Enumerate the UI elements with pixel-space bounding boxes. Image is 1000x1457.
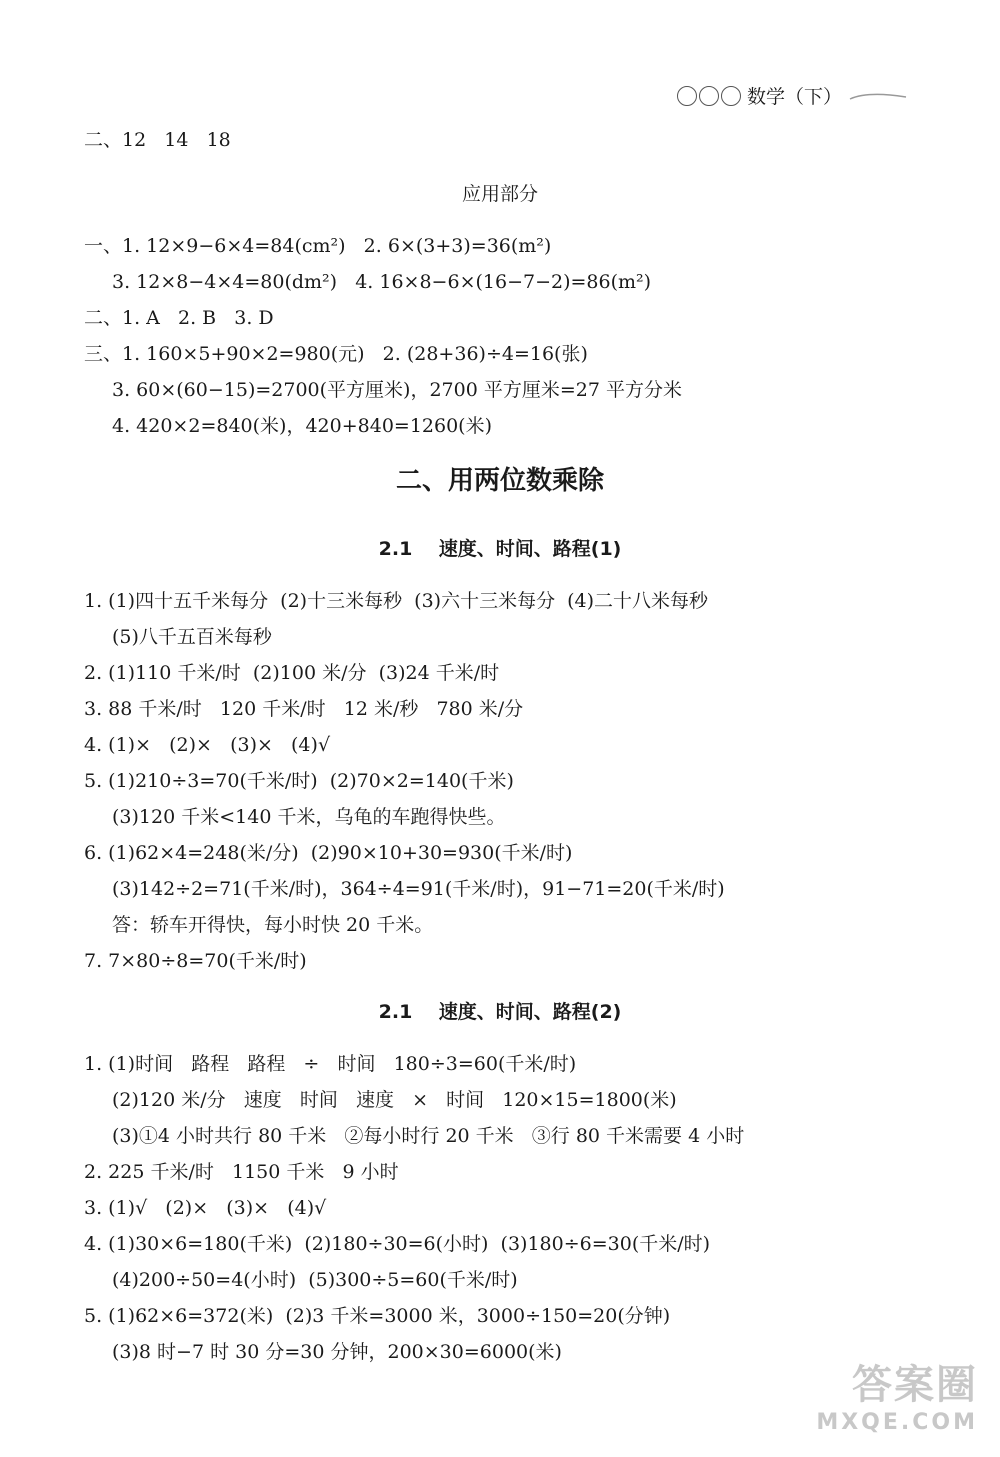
lesson2-line: 5. (1)62×6=372(米) (2)3 千米=3000 米，3000÷150=20(分钟) — [84, 1305, 671, 1327]
lesson2-line: (3)8 时−7 时 30 分=30 分钟，200×30=6000(米) — [112, 1341, 562, 1363]
chapter-title: 二、用两位数乘除 — [395, 466, 604, 496]
lesson1-line: 答：轿车开得快，每小时快 20 千米。 — [112, 914, 434, 936]
lesson1-line: 1. (1)四十五千米每分 (2)十三米每秒 (3)六十三米每分 (4)二十八米每秒 — [84, 590, 709, 612]
lesson1-line: 7. 7×80÷8=70(千米/时) — [84, 950, 307, 972]
applied-line: 二、1. A 2. B 3. D — [84, 307, 274, 329]
lesson-2-title: 2.1 速度、时间、路程(2) — [378, 1001, 622, 1023]
watermark-logo — [816, 1353, 978, 1435]
applied-line: 3. 60×(60−15)=2700(平方厘米)，2700 平方厘米=27 平方分米 — [112, 379, 682, 401]
lesson2-line: 4. (1)30×6=180(千米) (2)180÷30=6(小时) (3)180÷6=30(千米/时) — [84, 1233, 711, 1255]
lesson1-line: (3)120 千米<140 千米，乌龟的车跑得快些。 — [112, 806, 506, 828]
section-two-answers: 二、12 14 18 — [84, 129, 231, 151]
lesson1-line: (3)142÷2=71(千米/时)，364÷4=91(千米/时)，91−71=20(千米/时) — [112, 878, 725, 900]
lesson2-line: (3)①4 小时共行 80 千米 ②每小时行 20 千米 ③行 80 千米需要 4 小时 — [112, 1125, 745, 1147]
lesson2-line: (4)200÷50=4(小时) (5)300÷5=60(千米/时) — [112, 1269, 518, 1291]
lesson2-line: (2)120 米/分 速度 时间 速度 × 时间 120×15=1800(米) — [112, 1089, 677, 1111]
applied-line: 一、1. 12×9−6×4=84(cm²) 2. 6×(3+3)=36(m²) — [84, 235, 552, 257]
lesson2-line: 2. 225 千米/时 1150 千米 9 小时 — [84, 1161, 399, 1183]
lesson-1-title: 2.1 速度、时间、路程(1) — [378, 538, 622, 560]
lesson1-line: 4. (1)× (2)× (3)× (4)√ — [84, 734, 331, 756]
subject-label: 数学（下） — [746, 86, 842, 108]
lesson1-line: 2. (1)110 千米/时 (2)100 米/分 (3)24 千米/时 — [84, 662, 500, 684]
watermark-text: 答案圈 — [852, 1362, 978, 1408]
decorative-circles-icon — [677, 86, 741, 106]
applied-line: 4. 420×2=840(米)，420+840=1260(米) — [112, 415, 493, 437]
applied-line: 三、1. 160×5+90×2=980(元) 2. (28+36)÷4=16(张) — [84, 343, 588, 365]
applied-line: 3. 12×8−4×4=80(dm²) 4. 16×8−6×(16−7−2)=86(m²) — [112, 271, 652, 293]
lesson1-line: 6. (1)62×4=248(米/分) (2)90×10+30=930(千米/时) — [84, 842, 573, 864]
page-header — [677, 82, 908, 109]
lesson2-line: 1. (1)时间 路程 路程 ÷ 时间 180÷3=60(千米/时) — [84, 1053, 577, 1075]
lesson2-line: 3. (1)√ (2)× (3)× (4)√ — [84, 1197, 327, 1219]
lesson1-line: (5)八千五百米每秒 — [112, 626, 272, 648]
lesson1-line: 5. (1)210÷3=70(千米/时) (2)70×2=140(千米) — [84, 770, 514, 792]
lesson1-line: 3. 88 千米/时 120 千米/时 12 米/秒 780 米/分 — [84, 698, 524, 720]
watermark-url: MXQE.COM — [816, 1410, 978, 1435]
decorative-swoosh-icon — [848, 89, 908, 103]
applied-section-title: 应用部分 — [461, 183, 538, 205]
